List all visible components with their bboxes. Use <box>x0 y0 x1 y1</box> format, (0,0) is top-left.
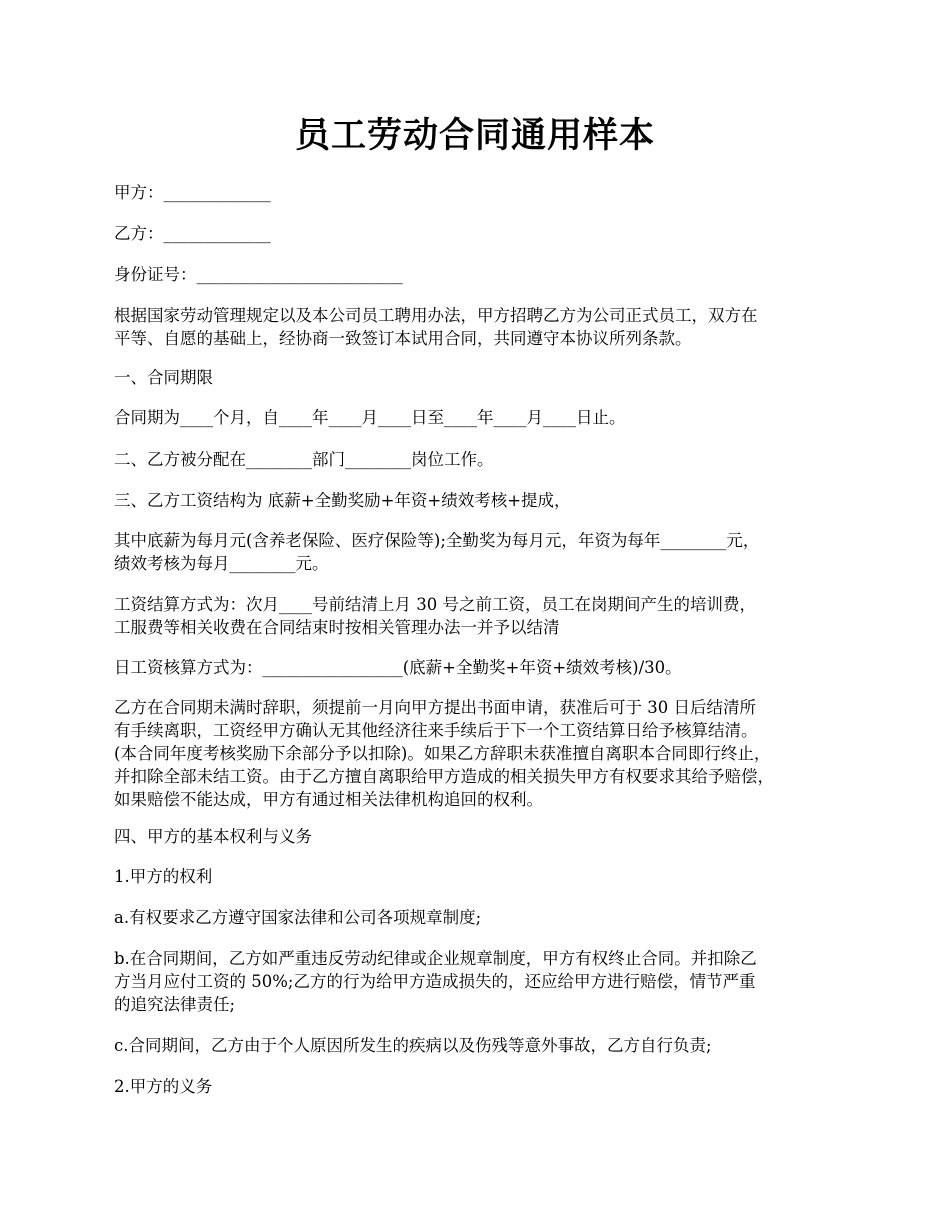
daily-wage-paragraph: 日工资核算方式为：_________________(底薪+全勤奖+年资+绩效考核)/30。 <box>114 658 682 677</box>
party-b-line: 乙方：_____________ <box>114 224 271 243</box>
assignment-paragraph: 二、乙方被分配在________部门________岗位工作。 <box>114 450 494 469</box>
document-title: 员工劳动合同通用样本 <box>294 116 655 156</box>
right-item-a: a.有权要求乙方遵守国家法律和公司各项规章制度; <box>114 908 482 927</box>
salary-detail-paragraph: 其中底薪为每月元(含养老保险、医疗保险等);全勤奖为每月元，年资为每年________元， 绩效考核为每月________元。 <box>114 531 760 573</box>
resignation-paragraph: 乙方在合同期未满时辞职，须提前一月向甲方提出书面申请，获准后可于 30 日后结清所 有手续离职，工资经甲方确认无其他经济往来手续后于下一个工资结算日给予核算结清。 (本合同年度考核奖励下余部分予以扣除)。如果乙方辞职未获准擅自离职本合同即行终止， 并扣除全部未结工资。由于乙方擅自离职给甲方造成的相关损失甲方有权要求其给予赔偿， 如果赔偿不能达成，甲方有通过相关法律机构追回的权利。 <box>114 698 774 809</box>
section-heading-rights: 四、甲方的基本权利与义务 <box>114 827 312 846</box>
right-item-b: b.在合同期间，乙方如严重违反劳动纪律或企业规章制度，甲方有权终止合同。并扣除乙 方当月应付工资的 50%;乙方的行为给甲方造成损失的，还应给甲方进行赔偿，情节严重 的追究法律责任; <box>114 949 757 1014</box>
party-a-rights-heading: 1.甲方的权利 <box>114 867 213 886</box>
salary-structure-paragraph: 三、乙方工资结构为 底薪+全勤奖励+年资+绩效考核+提成， <box>114 491 571 510</box>
contract-term-paragraph: 合同期为____个月，自____年____月____日至____年____月____日止。 <box>114 408 626 427</box>
section-heading-term: 一、合同期限 <box>114 368 213 387</box>
id-number-line: 身份证号：_________________________ <box>114 265 403 284</box>
party-a-line: 甲方：_____________ <box>114 183 271 202</box>
settlement-method-paragraph: 工资结算方式为：次月____号前结清上月 30 号之前工资，员工在岗期间产生的培训费， 工服费等相关收费在合同结束时按相关管理办法一并予以结清 <box>114 595 756 637</box>
right-item-c: c.合同期间，乙方由于个人原因所发生的疾病以及伤残等意外事故，乙方自行负责; <box>114 1036 712 1055</box>
preamble-paragraph: 根据国家劳动管理规定以及本公司员工聘用办法，甲方招聘乙方为公司正式员工，双方在 平等、自愿的基础上，经协商一致签订本试用合同，共同遵守本协议所列条款。 <box>114 306 758 348</box>
party-a-obligations-heading: 2.甲方的义务 <box>114 1077 213 1096</box>
